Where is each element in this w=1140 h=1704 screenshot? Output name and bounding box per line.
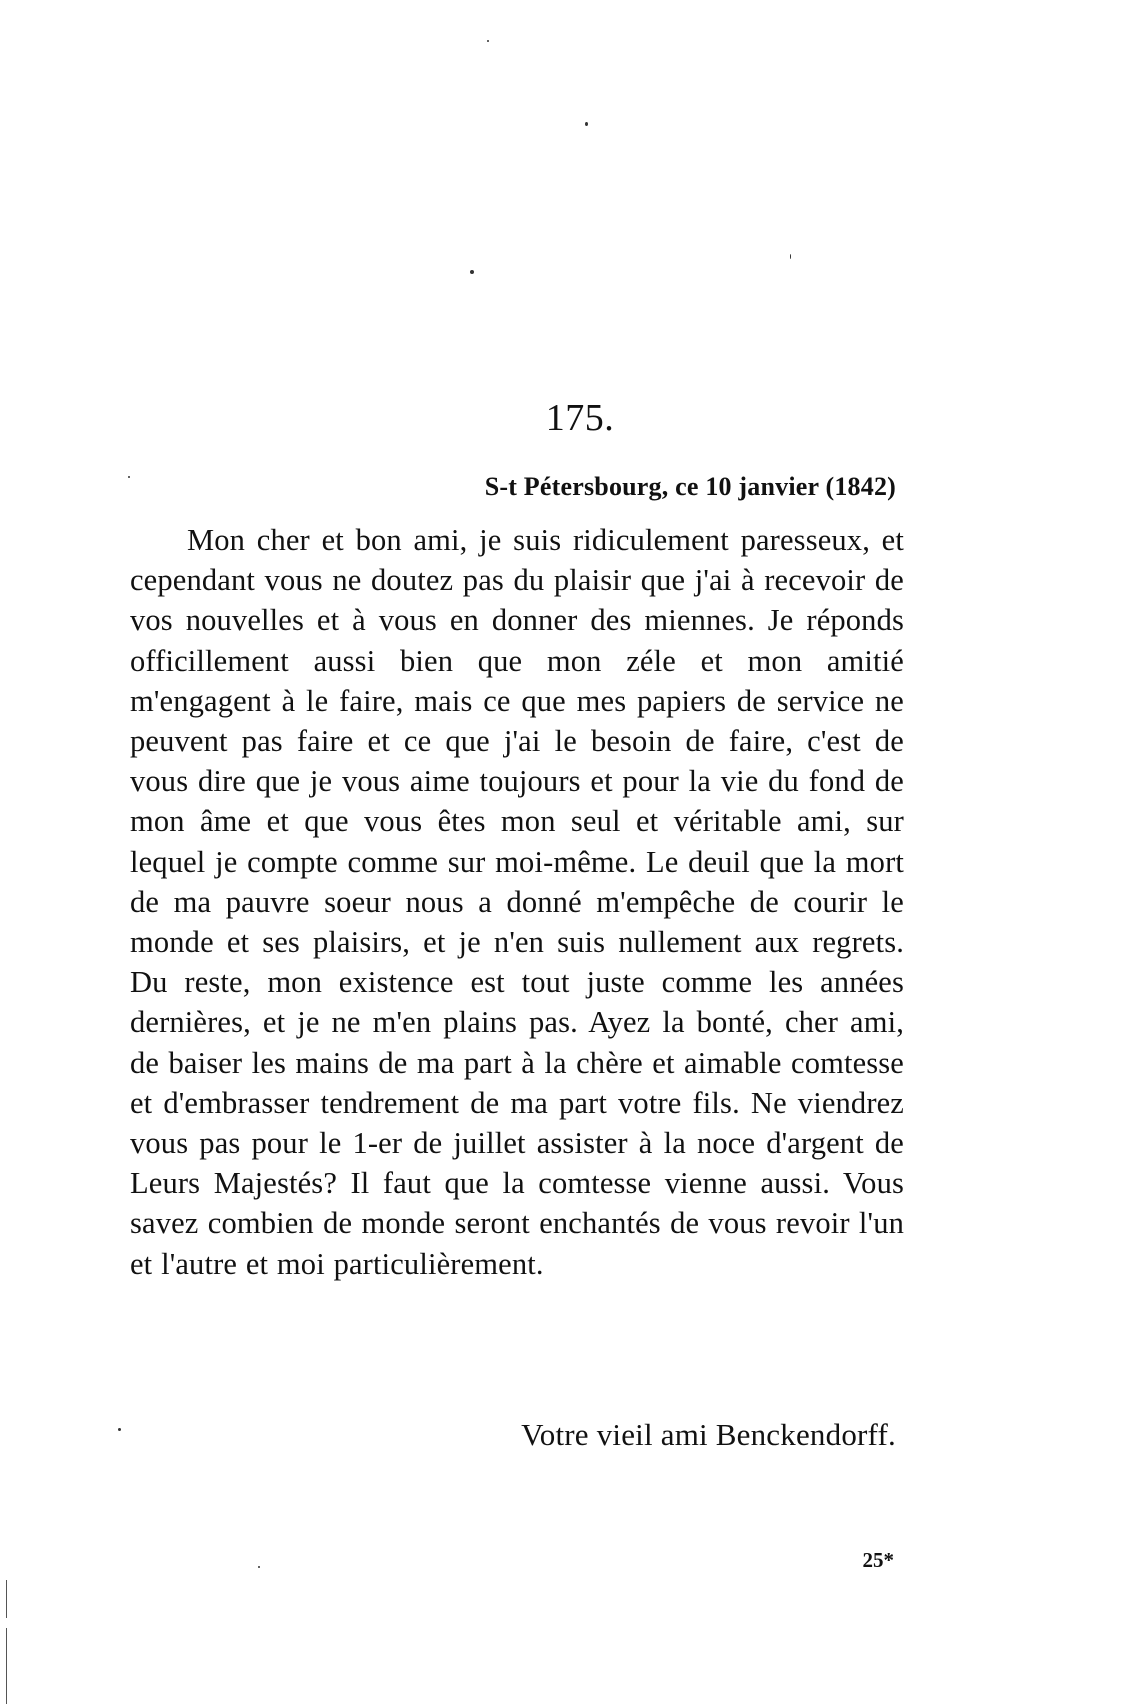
letter-body: Mon cher et bon ami, je suis ridiculement paresseux, et cependant vous ne doutez pas du plaisir que j'ai à recevoir de vos nouvelles et à vous en donner des miennes. Je réponds officillement aussi bien que mon zéle et mon amitié m'engagent à le faire, mais ce que mes papiers de service ne peuvent pas faire et ce que j'ai le besoin de faire, c'est de vous dire que je vous aime toujours et pour la vie du fond de mon âme et que vous êtes mon seul et véritable ami, sur lequel je compte comme sur moi-même. Le deuil que la mort de ma pauvre soeur nous a donné m'empêche de courir le monde et ses plaisirs, et je n'en suis nullement aux regrets. Du reste, mon existence est tout juste comme les années dernières, et je ne m'en plains pas. Ayez la bonté, cher ami, de baiser les mains de ma part à la chère et aimable comtesse et d'embrasser tendrement de ma part votre fils. Ne viendrez vous pas pour le 1-er de juillet assister à la noce d'argent de Leurs Majestés? Il faut que la comtesse vienne aussi. Vous savez combien de monde seront enchantés de vous revoir l'un et l'autre et moi particulièrement. xyxy=(130,523,904,1281)
signature: Votre vieil ami Benckendorff. xyxy=(521,1417,896,1452)
scan-speck xyxy=(585,122,588,126)
printer-signature-mark: 25* xyxy=(862,1548,894,1572)
dateline: S-t Pétersbourg, ce 10 janvier (1842) xyxy=(484,472,896,501)
scan-speck xyxy=(487,40,489,42)
scan-speck xyxy=(470,270,474,274)
letter-number: 175. xyxy=(545,397,615,439)
scan-edge-line xyxy=(6,1580,7,1618)
scan-edge-line xyxy=(6,1628,7,1704)
scan-speck xyxy=(790,254,791,259)
